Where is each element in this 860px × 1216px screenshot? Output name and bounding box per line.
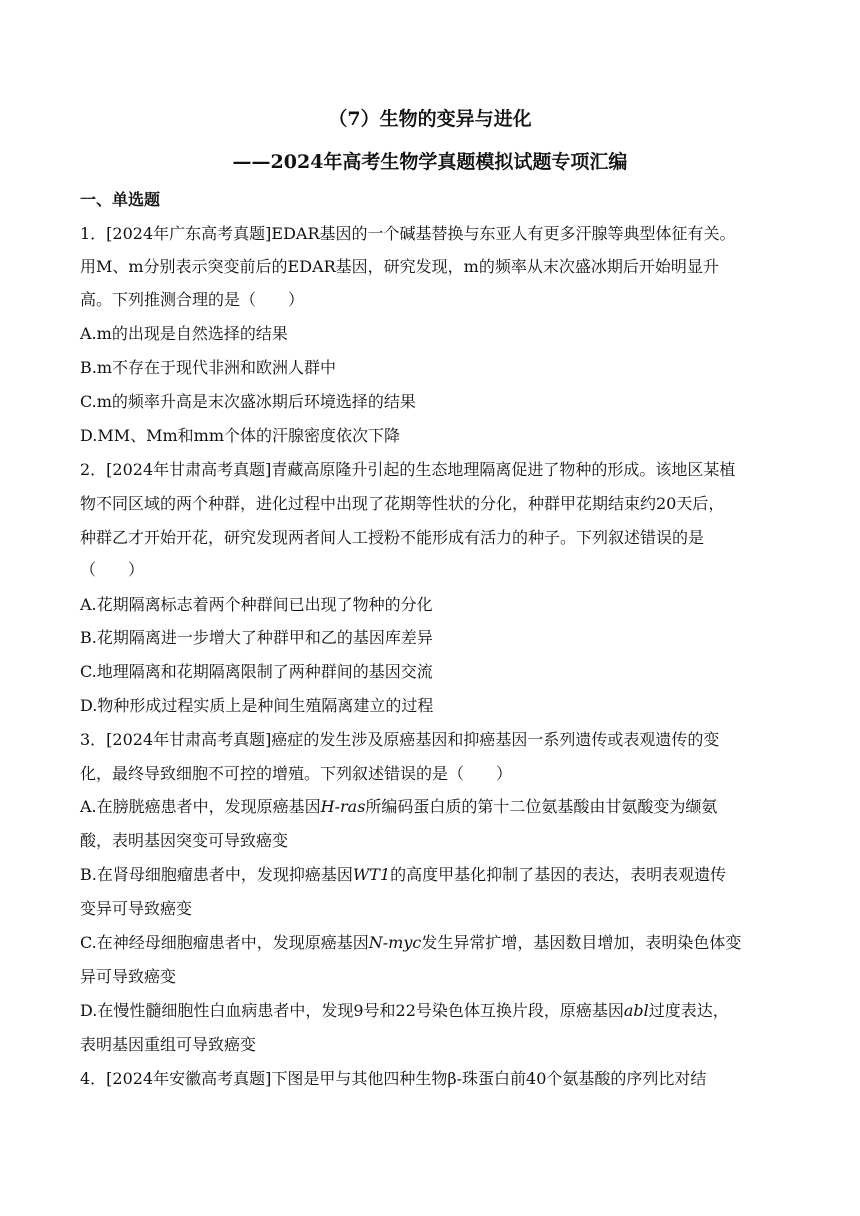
question-2-stem-line-4: （ ） (80, 560, 145, 579)
question-2-option-d: D.物种形成过程实质上是种间生殖隔离建立的过程 (80, 696, 434, 715)
section-heading: 一、单选题 (80, 190, 161, 209)
gene-name: WT1 (352, 865, 391, 884)
question-3-stem-line-2: 化，最终导致细胞不可控的增殖。下列叙述错误的是（ ） (80, 764, 513, 783)
question-1-stem-line-2: 用M、m分别表示突变前后的EDAR基因，研究发现，m的频率从末次盛冰期后开始明显升 (80, 257, 719, 276)
question-3-option-c-line-1 (80, 933, 741, 953)
question-2-stem-line-3: 种群乙才开始开花，研究发现两者间人工授粉不能形成有活力的种子。下列叙述错误的是 (80, 528, 705, 547)
question-3-option-c-line-2: 异可导致癌变 (80, 967, 177, 986)
question-1-option-b: B.m不存在于现代非洲和欧洲人群中 (80, 358, 337, 377)
option-text: C.在神经母细胞瘤患者中，发现原癌基因 (80, 933, 369, 952)
question-3-stem-line-1: 3．[2024年甘肃高考真题]癌症的发生涉及原癌基因和抑癌基因一系列遗传或表观遗传的变 (80, 730, 720, 749)
question-3-option-d-line-1 (80, 1001, 729, 1021)
document-subtitle: ——2024年高考生物学真题模拟试题专项汇编 (232, 151, 628, 173)
option-text: 的高度甲基化抑制了基因的表达，表明表观遗传 (390, 865, 727, 884)
question-4-stem-line-1: 4．[2024年安徽高考真题]下图是甲与其他四种生物β-珠蛋白前40个氨基酸的序列比对结 (80, 1069, 707, 1088)
question-2-stem-line-1: 2．[2024年甘肃高考真题]青藏高原隆升引起的生态地理隔离促进了物种的形成。该地区某植 (80, 460, 736, 479)
question-3-option-b-line-2: 变异可导致癌变 (80, 899, 193, 918)
gene-name: N-myc (368, 933, 422, 952)
question-1-option-d: D.MM、Mm和mm个体的汗腺密度依次下降 (80, 426, 401, 445)
option-text: 过度表达， (648, 1001, 729, 1020)
question-3-option-a-line-2: 酸，表明基因突变可导致癌变 (80, 831, 289, 850)
question-1-option-c: C.m的频率升高是末次盛冰期后环境选择的结果 (80, 392, 416, 411)
question-1-stem-line-3: 高。下列推测合理的是（ ） (80, 290, 305, 309)
question-3-option-d-line-2: 表明基因重组可导致癌变 (80, 1035, 257, 1054)
document-title: （7）生物的变异与进化 (328, 108, 532, 130)
question-2-stem-line-2: 物不同区域的两个种群，进化过程中出现了花期等性状的分化，种群甲花期结束约20天后， (80, 494, 725, 513)
question-3-option-b-line-1 (80, 865, 726, 885)
question-3-option-a-line-1 (80, 797, 717, 817)
gene-name: H-ras (320, 797, 366, 816)
question-1-stem-line-1: 1．[2024年广东高考真题]EDAR基因的一个碱基替换与东亚人有更多汗腺等典型体征有关。 (80, 224, 736, 243)
option-text: 发生异常扩增，基因数目增加，表明染色体变 (421, 933, 742, 952)
option-text: D.在慢性髓细胞性白血病患者中，发现9号和22号染色体互换片段，原癌基因 (80, 1001, 624, 1020)
option-text: B.在肾母细胞瘤患者中，发现抑癌基因 (80, 865, 353, 884)
question-2-option-b: B.花期隔离进一步增大了种群甲和乙的基因库差异 (80, 628, 433, 647)
question-2-option-a: A.花期隔离标志着两个种群间已出现了物种的分化 (80, 595, 433, 614)
question-2-option-c: C.地理隔离和花期隔离限制了两种群间的基因交流 (80, 662, 433, 681)
option-text: 所编码蛋白质的第十二位氨基酸由甘氨酸变为缬氨 (365, 797, 718, 816)
option-text: A.在膀胱癌患者中，发现原癌基因 (80, 797, 321, 816)
gene-name: abl (623, 1001, 649, 1020)
question-1-option-a: A.m的出现是自然选择的结果 (80, 324, 288, 343)
